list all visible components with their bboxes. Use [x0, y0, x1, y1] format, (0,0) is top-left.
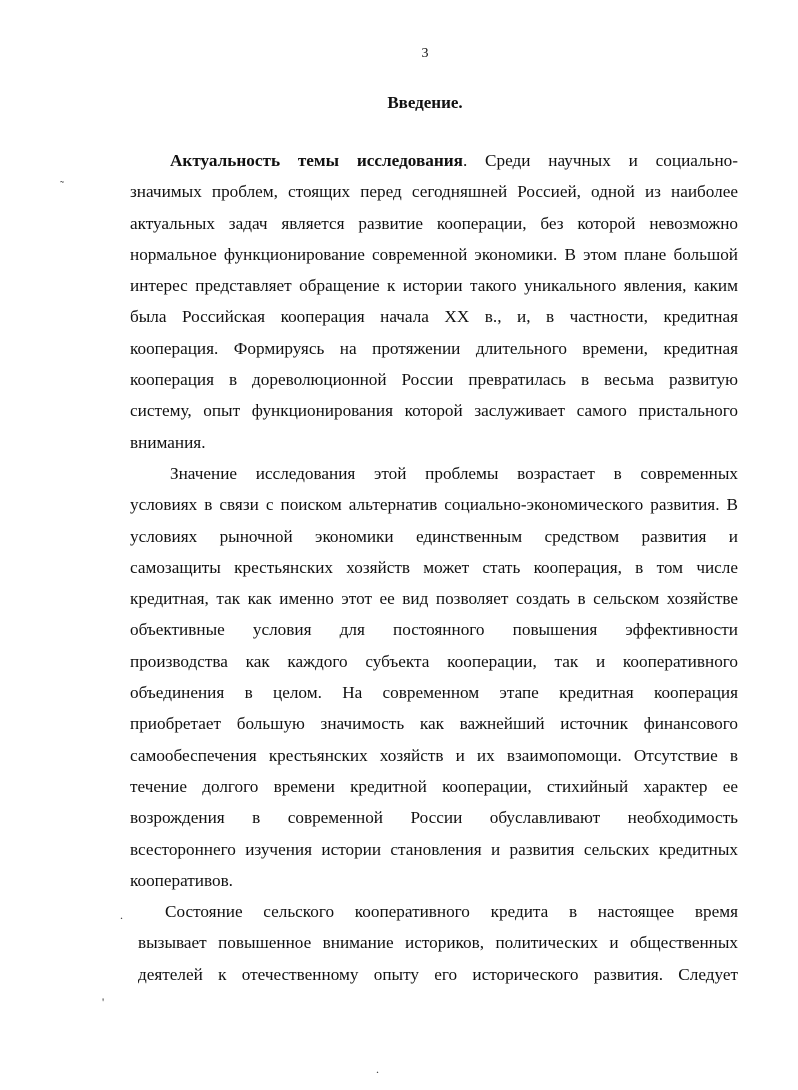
- text-line: приобретает большую значимость как важнейший источник финансового: [130, 714, 738, 734]
- text-line: внимания.: [130, 432, 206, 452]
- scan-speck: ˜: [60, 178, 64, 192]
- text-line: кооперация. Формируясь на протяжении длительного времени, кредитная: [130, 338, 738, 358]
- text-line: самозащиты крестьянских хозяйств может стать кооперация, в том числе: [130, 557, 738, 577]
- text-line: производства как каждого субъекта кооперации, так и кооперативного: [130, 651, 738, 671]
- text-line: Значение исследования этой проблемы возрастает в современных: [170, 463, 738, 483]
- text-line: интерес представляет обращение к истории такого уникального явления, каким: [130, 276, 738, 296]
- text-line: условиях рыночной экономики единственным средством развития и: [130, 526, 738, 546]
- text-line: нормальное функционирование современной экономики. В этом плане большой: [130, 244, 738, 264]
- text-line: вызывает повышенное внимание историков, политических и общественных: [138, 933, 738, 953]
- scan-speck: .: [376, 1062, 379, 1076]
- text-line: [130, 145, 738, 176]
- text-line: актуальных задач является развитие кооперации, без которой невозможно: [130, 213, 738, 233]
- text-line: течение долгого времени кредитной кооперации, стихийный характер ее: [130, 776, 738, 796]
- text-line: кредитная, так как именно этот ее вид позволяет создать в сельском хозяйстве: [130, 589, 738, 609]
- paragraph-relevance: [130, 145, 738, 458]
- bold-lead: Актуальность темы исследования: [170, 151, 463, 170]
- text-line: условиях в связи с поиском альтернатив социально-экономического развития. В: [130, 495, 738, 515]
- section-title: Введение.: [387, 93, 463, 112]
- text-line: деятелей к отечественному опыту его исторического развития. Следует: [138, 964, 738, 984]
- page-number: 3: [421, 46, 429, 61]
- paragraph-current-state: [130, 896, 738, 990]
- text-span: . Среди научных и социально-: [462, 151, 738, 170]
- scan-speck: ': [102, 995, 105, 1009]
- text-line: возрождения в современной России обуславливают необходимость: [130, 808, 738, 828]
- text-line: значимых проблем, стоящих перед сегодняшней Россией, одной из наиболее: [130, 182, 738, 202]
- text-line: всестороннего изучения истории становления и развития сельских кредитных: [130, 839, 738, 859]
- text-line: кооперативов.: [130, 870, 233, 890]
- text-line: систему, опыт функционирования которой заслуживает самого пристального: [130, 401, 738, 421]
- text-line: кооперация в дореволюционной России превратилась в весьма развитую: [130, 370, 738, 390]
- text-line: была Российская кооперация начала XX в., и, в частности, кредитная: [130, 307, 738, 327]
- document-body: [130, 145, 738, 990]
- text-line: объективные условия для постоянного повышения эффективности: [130, 620, 738, 640]
- text-line: объединения в целом. На современном этапе кредитная кооперация: [130, 683, 738, 703]
- paragraph-significance: [130, 458, 738, 896]
- text-line: самообеспечения крестьянских хозяйств и их взаимопомощи. Отсутствие в: [130, 745, 738, 765]
- scan-speck: .: [120, 908, 123, 922]
- text-line: Состояние сельского кооперативного кредита в настоящее время: [165, 902, 738, 922]
